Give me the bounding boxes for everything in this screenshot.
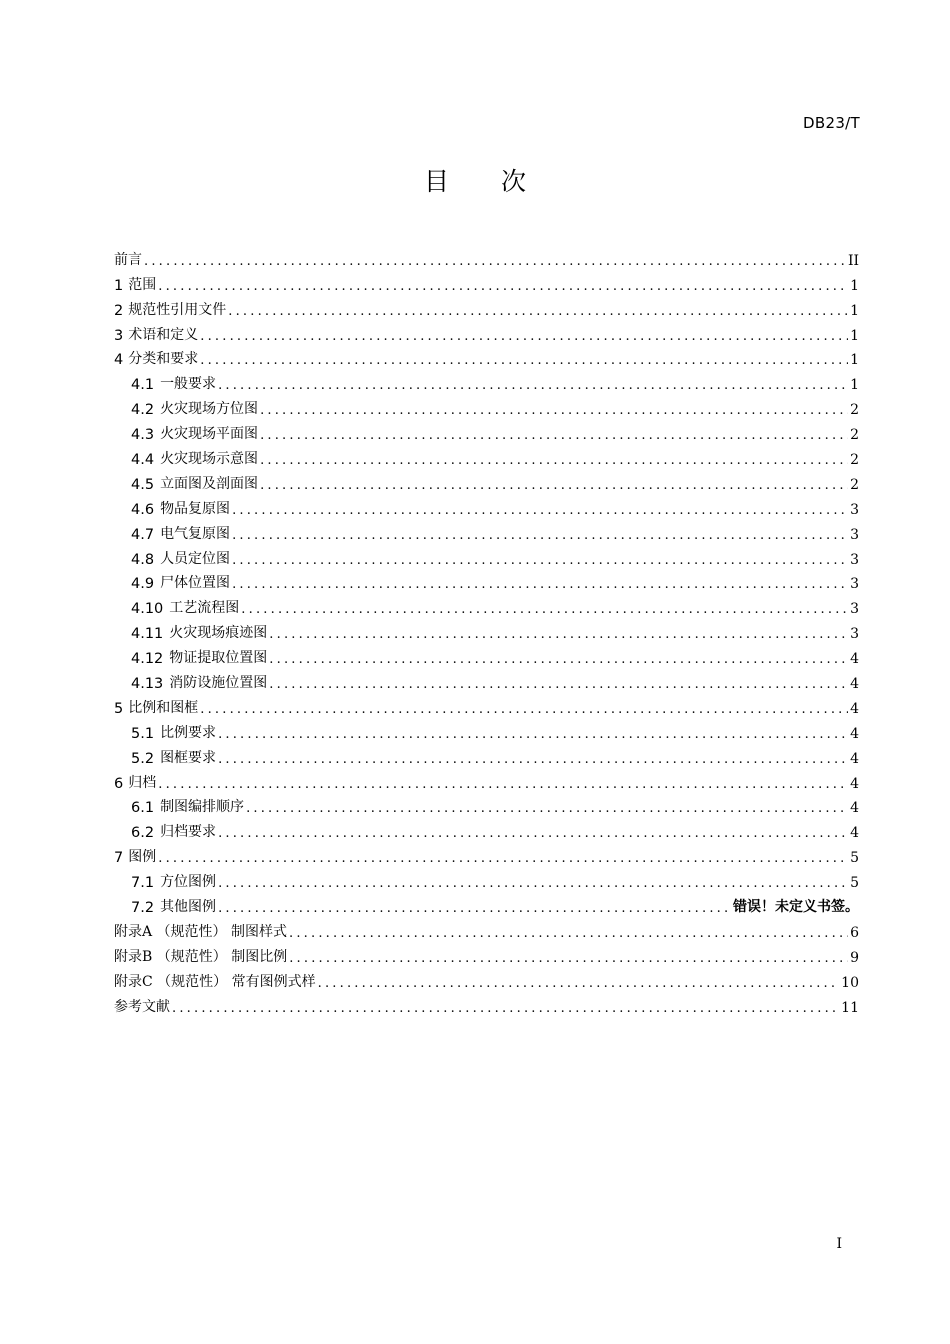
toc-entry-title: 比例和图框 xyxy=(128,699,199,716)
toc-entry-title: 方位图例 xyxy=(160,874,217,891)
toc-entry-page: 3 xyxy=(850,626,859,643)
toc-entry-title: 火灾现场痕迹图 xyxy=(169,625,268,642)
toc-entry-title: 立面图及剖面图 xyxy=(160,475,259,492)
toc-entry-page: 1 xyxy=(850,277,859,294)
toc-entry-number: 4.9 xyxy=(131,576,155,593)
toc-entry-page: 4 xyxy=(850,825,859,842)
toc-entry-2[interactable] xyxy=(114,294,859,319)
toc-entry-number: 4.10 xyxy=(131,601,164,618)
toc-entry-number: 4.13 xyxy=(131,676,164,693)
toc-leader-dots xyxy=(232,528,848,543)
toc-leader-dots xyxy=(218,876,848,891)
toc-leader-dots xyxy=(200,702,848,717)
toc-entry-title: 火灾现场平面图 xyxy=(160,426,259,443)
toc-entry-5-2[interactable] xyxy=(114,742,859,767)
toc-entry-title: 火灾现场方位图 xyxy=(160,401,259,418)
toc-entry-6-2[interactable] xyxy=(114,816,859,841)
toc-entry-title: 归档 xyxy=(128,774,157,791)
toc-leader-dots xyxy=(289,951,848,966)
table-of-contents xyxy=(114,244,859,1016)
toc-entry-4-6[interactable] xyxy=(114,493,859,518)
toc-leader-dots xyxy=(260,478,848,493)
toc-leader-dots xyxy=(232,553,848,568)
toc-entry-4-12[interactable] xyxy=(114,642,859,667)
toc-entry-5[interactable] xyxy=(114,692,859,717)
toc-entry-page: 1 xyxy=(850,352,859,369)
toc-entry-7-1[interactable] xyxy=(114,866,859,891)
toc-leader-dots xyxy=(158,279,848,294)
toc-entry-title: 工艺流程图 xyxy=(169,600,240,617)
toc-entry-title: 参考文献 xyxy=(114,998,170,1015)
toc-entry-number: 3 xyxy=(114,327,124,344)
toc-entry-page: 错误！未定义书签。 xyxy=(733,899,859,916)
toc-leader-dots xyxy=(218,826,848,841)
toc-entry-title: 比例要求 xyxy=(160,724,217,741)
toc-leader-dots xyxy=(200,353,848,368)
toc-entry-page: 3 xyxy=(850,601,859,618)
toc-entry-4-5[interactable] xyxy=(114,468,859,493)
page-title: 目 次 xyxy=(424,167,548,196)
toc-entry-title: 附录B （规范性） 制图比例 xyxy=(114,948,288,965)
toc-entry-4-2[interactable] xyxy=(114,393,859,418)
toc-entry-number: 1 xyxy=(114,277,124,294)
toc-entry-6[interactable] xyxy=(114,767,859,792)
toc-leader-dots xyxy=(269,677,848,692)
toc-entry-1[interactable] xyxy=(114,269,859,294)
toc-entry-title: 电气复原图 xyxy=(160,525,231,542)
toc-leader-dots xyxy=(172,1001,839,1016)
toc-entry-number: 7 xyxy=(114,850,124,867)
toc-entry-title: 物证提取位置图 xyxy=(169,650,268,667)
toc-leader-dots xyxy=(269,652,848,667)
toc-entry-7[interactable] xyxy=(114,841,859,866)
toc-leader-dots xyxy=(260,453,848,468)
toc-entry-6-1[interactable] xyxy=(114,792,859,817)
toc-entry-title: 其他图例 xyxy=(160,899,217,916)
toc-entry-number: 4.2 xyxy=(131,402,155,419)
toc-entry-number: 4.3 xyxy=(131,427,155,444)
toc-entry-foreword[interactable] xyxy=(114,244,859,269)
toc-entry-title: 消防设施位置图 xyxy=(169,675,268,692)
toc-entry-page: 11 xyxy=(841,999,859,1016)
toc-entry-title: 附录A （规范性） 制图样式 xyxy=(114,923,288,940)
toc-entry-title: 人员定位图 xyxy=(160,550,231,567)
toc-entry-title: 制图编排顺序 xyxy=(160,799,245,816)
toc-leader-dots xyxy=(232,577,848,592)
toc-entry-page: 3 xyxy=(850,501,859,518)
header-code: DB23/T xyxy=(803,114,860,132)
toc-entry-page: 3 xyxy=(850,526,859,543)
toc-entry-title: 图框要求 xyxy=(160,749,217,766)
toc-entry-page: 2 xyxy=(850,402,859,419)
toc-leader-dots xyxy=(289,926,848,941)
toc-leader-dots xyxy=(260,403,848,418)
toc-entry-page: 4 xyxy=(850,750,859,767)
toc-entry-number: 5.1 xyxy=(131,725,155,742)
toc-entry-4-8[interactable] xyxy=(114,543,859,568)
toc-entry-4-7[interactable] xyxy=(114,518,859,543)
toc-entry-4-1[interactable] xyxy=(114,368,859,393)
toc-entry-number: 7.2 xyxy=(131,900,155,917)
toc-entry-number: 5 xyxy=(114,700,124,717)
toc-entry-title: 分类和要求 xyxy=(128,351,199,368)
toc-entry-appendix-a[interactable] xyxy=(114,916,859,941)
toc-entry-4-3[interactable] xyxy=(114,418,859,443)
toc-entry-page: 4 xyxy=(850,651,859,668)
toc-entry-title: 规范性引用文件 xyxy=(128,301,227,318)
toc-entry-page: 4 xyxy=(850,700,859,717)
toc-entry-page: 1 xyxy=(850,377,859,394)
toc-entry-number: 4.7 xyxy=(131,526,155,543)
toc-entry-page: 4 xyxy=(850,725,859,742)
toc-entry-title: 范围 xyxy=(128,276,157,293)
toc-entry-page: 3 xyxy=(850,576,859,593)
toc-leader-dots xyxy=(260,428,848,443)
toc-entry-title: 术语和定义 xyxy=(128,326,199,343)
toc-entry-page: 2 xyxy=(850,452,859,469)
toc-entry-number: 6.1 xyxy=(131,800,155,817)
toc-entry-number: 2 xyxy=(114,302,124,319)
toc-entry-title: 归档要求 xyxy=(160,824,217,841)
toc-entry-page: 2 xyxy=(850,476,859,493)
toc-entry-number: 4 xyxy=(114,352,124,369)
toc-leader-dots xyxy=(218,901,731,916)
toc-leader-dots xyxy=(269,627,848,642)
toc-entry-number: 5.2 xyxy=(131,750,155,767)
toc-leader-dots xyxy=(218,378,848,393)
toc-entry-4-11[interactable] xyxy=(114,617,859,642)
toc-leader-dots xyxy=(200,329,848,344)
toc-entry-title: 尸体位置图 xyxy=(160,575,231,592)
toc-entry-title: 一般要求 xyxy=(160,376,217,393)
toc-entry-number: 4.12 xyxy=(131,651,164,668)
toc-entry-page: II xyxy=(847,252,859,269)
toc-entry-title: 前言 xyxy=(114,251,142,268)
toc-entry-title: 火灾现场示意图 xyxy=(160,451,259,468)
toc-entry-3[interactable] xyxy=(114,319,859,344)
toc-entry-number: 4.4 xyxy=(131,452,155,469)
toc-entry-number: 4.8 xyxy=(131,551,155,568)
toc-entry-number: 4.5 xyxy=(131,476,155,493)
toc-leader-dots xyxy=(158,777,848,792)
toc-leader-dots xyxy=(158,851,848,866)
toc-entry-page: 5 xyxy=(850,875,859,892)
toc-entry-page: 1 xyxy=(850,327,859,344)
toc-entry-appendix-c[interactable] xyxy=(114,966,859,991)
toc-entry-number: 7.1 xyxy=(131,875,155,892)
toc-entry-number: 6 xyxy=(114,775,124,792)
toc-entry-page: 5 xyxy=(850,850,859,867)
toc-leader-dots xyxy=(232,503,848,518)
toc-entry-number: 4.1 xyxy=(131,377,155,394)
toc-entry-4[interactable] xyxy=(114,344,859,369)
toc-entry-page: 2 xyxy=(850,427,859,444)
toc-entry-4-13[interactable] xyxy=(114,667,859,692)
toc-entry-appendix-b[interactable] xyxy=(114,941,859,966)
toc-entry-title: 附录C （规范性） 常有图例式样 xyxy=(114,973,316,990)
toc-entry-references[interactable] xyxy=(114,991,859,1016)
toc-entry-title: 物品复原图 xyxy=(160,500,231,517)
toc-entry-number: 6.2 xyxy=(131,825,155,842)
toc-leader-dots xyxy=(218,752,848,767)
toc-entry-4-4[interactable] xyxy=(114,443,859,468)
toc-entry-7-2[interactable] xyxy=(114,891,859,916)
toc-entry-title: 图例 xyxy=(128,849,157,866)
toc-entry-page: 4 xyxy=(850,775,859,792)
toc-leader-dots xyxy=(218,727,848,742)
toc-entry-page: 4 xyxy=(850,800,859,817)
toc-entry-5-1[interactable] xyxy=(114,717,859,742)
toc-leader-dots xyxy=(228,304,848,319)
toc-leader-dots xyxy=(241,602,848,617)
toc-leader-dots xyxy=(318,976,840,991)
toc-entry-page: 10 xyxy=(841,974,859,991)
toc-entry-number: 4.11 xyxy=(131,626,164,643)
toc-entry-page: 4 xyxy=(850,676,859,693)
toc-entry-page: 6 xyxy=(850,924,859,941)
toc-entry-4-10[interactable] xyxy=(114,592,859,617)
toc-entry-page: 1 xyxy=(850,302,859,319)
toc-entry-page: 3 xyxy=(850,551,859,568)
toc-leader-dots xyxy=(144,254,846,269)
toc-leader-dots xyxy=(246,801,848,816)
toc-entry-number: 4.6 xyxy=(131,501,155,518)
toc-entry-page: 9 xyxy=(850,949,859,966)
toc-entry-4-9[interactable] xyxy=(114,568,859,593)
footer-page-number: I xyxy=(836,1236,842,1252)
